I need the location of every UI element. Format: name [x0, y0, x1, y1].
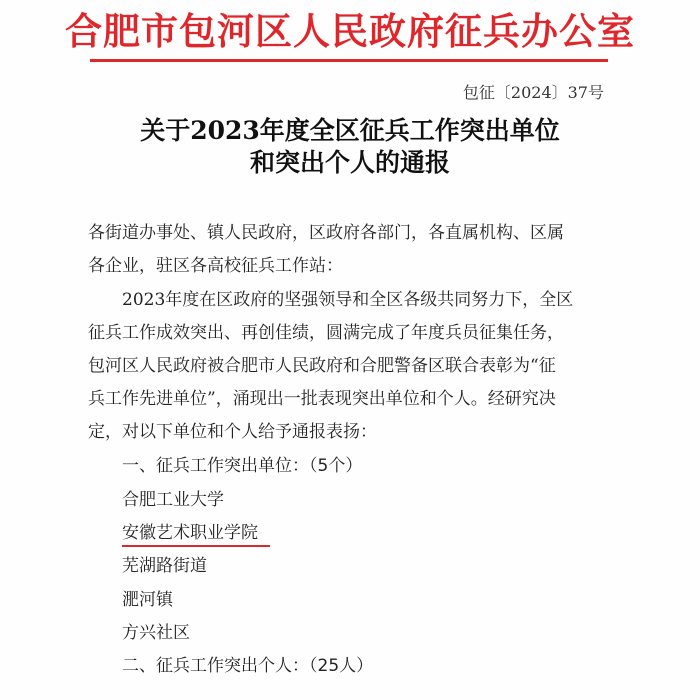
highlight-underline [122, 545, 270, 547]
section-1-heading: 一、征兵工作突出单位：（5个） [122, 456, 363, 476]
salutation-line-2: 各企业，驻区各高校征兵工作站： [88, 256, 343, 276]
unit-list-item: 合肥工业大学 [122, 490, 224, 510]
document-title-line-2: 和突出个人的通报 [249, 148, 450, 177]
paragraph-line: 定，对以下单位和个人给予通报表扬： [88, 422, 377, 442]
section-2-heading: 二、征兵工作突出个人：（25人） [122, 656, 374, 676]
issuer-header: 合肥市包河区人民政府征兵办公室 [65, 10, 635, 53]
paragraph-line: 包河区人民政府被合肥市人民政府和合肥警备区联合表彰为“征 [88, 356, 556, 376]
paragraph-line: 2023年度在区政府的坚强领导和全区各级共同努力下，全区 [122, 290, 574, 310]
header-red-rule [90, 59, 608, 62]
paragraph-line: 兵工作先进单位”，涌现出一批表现突出单位和个人。经研究决 [88, 389, 556, 409]
unit-list-item: 淝河镇 [122, 590, 173, 610]
paragraph-line: 征兵工作成效突出、再创佳绩，圆满完成了年度兵员征集任务， [88, 323, 564, 343]
unit-list-item: 方兴社区 [122, 623, 190, 643]
unit-list-item: 安徽艺术职业学院 [122, 523, 258, 543]
unit-list-item: 芜湖路街道 [122, 556, 207, 576]
salutation-line-1: 各街道办事处、镇人民政府，区政府各部门，各直属机构、区属 [88, 223, 564, 243]
document-title-line-1: 关于2023年度全区征兵工作突出单位 [140, 116, 560, 145]
document-number: 包征〔2024〕37号 [462, 83, 604, 102]
